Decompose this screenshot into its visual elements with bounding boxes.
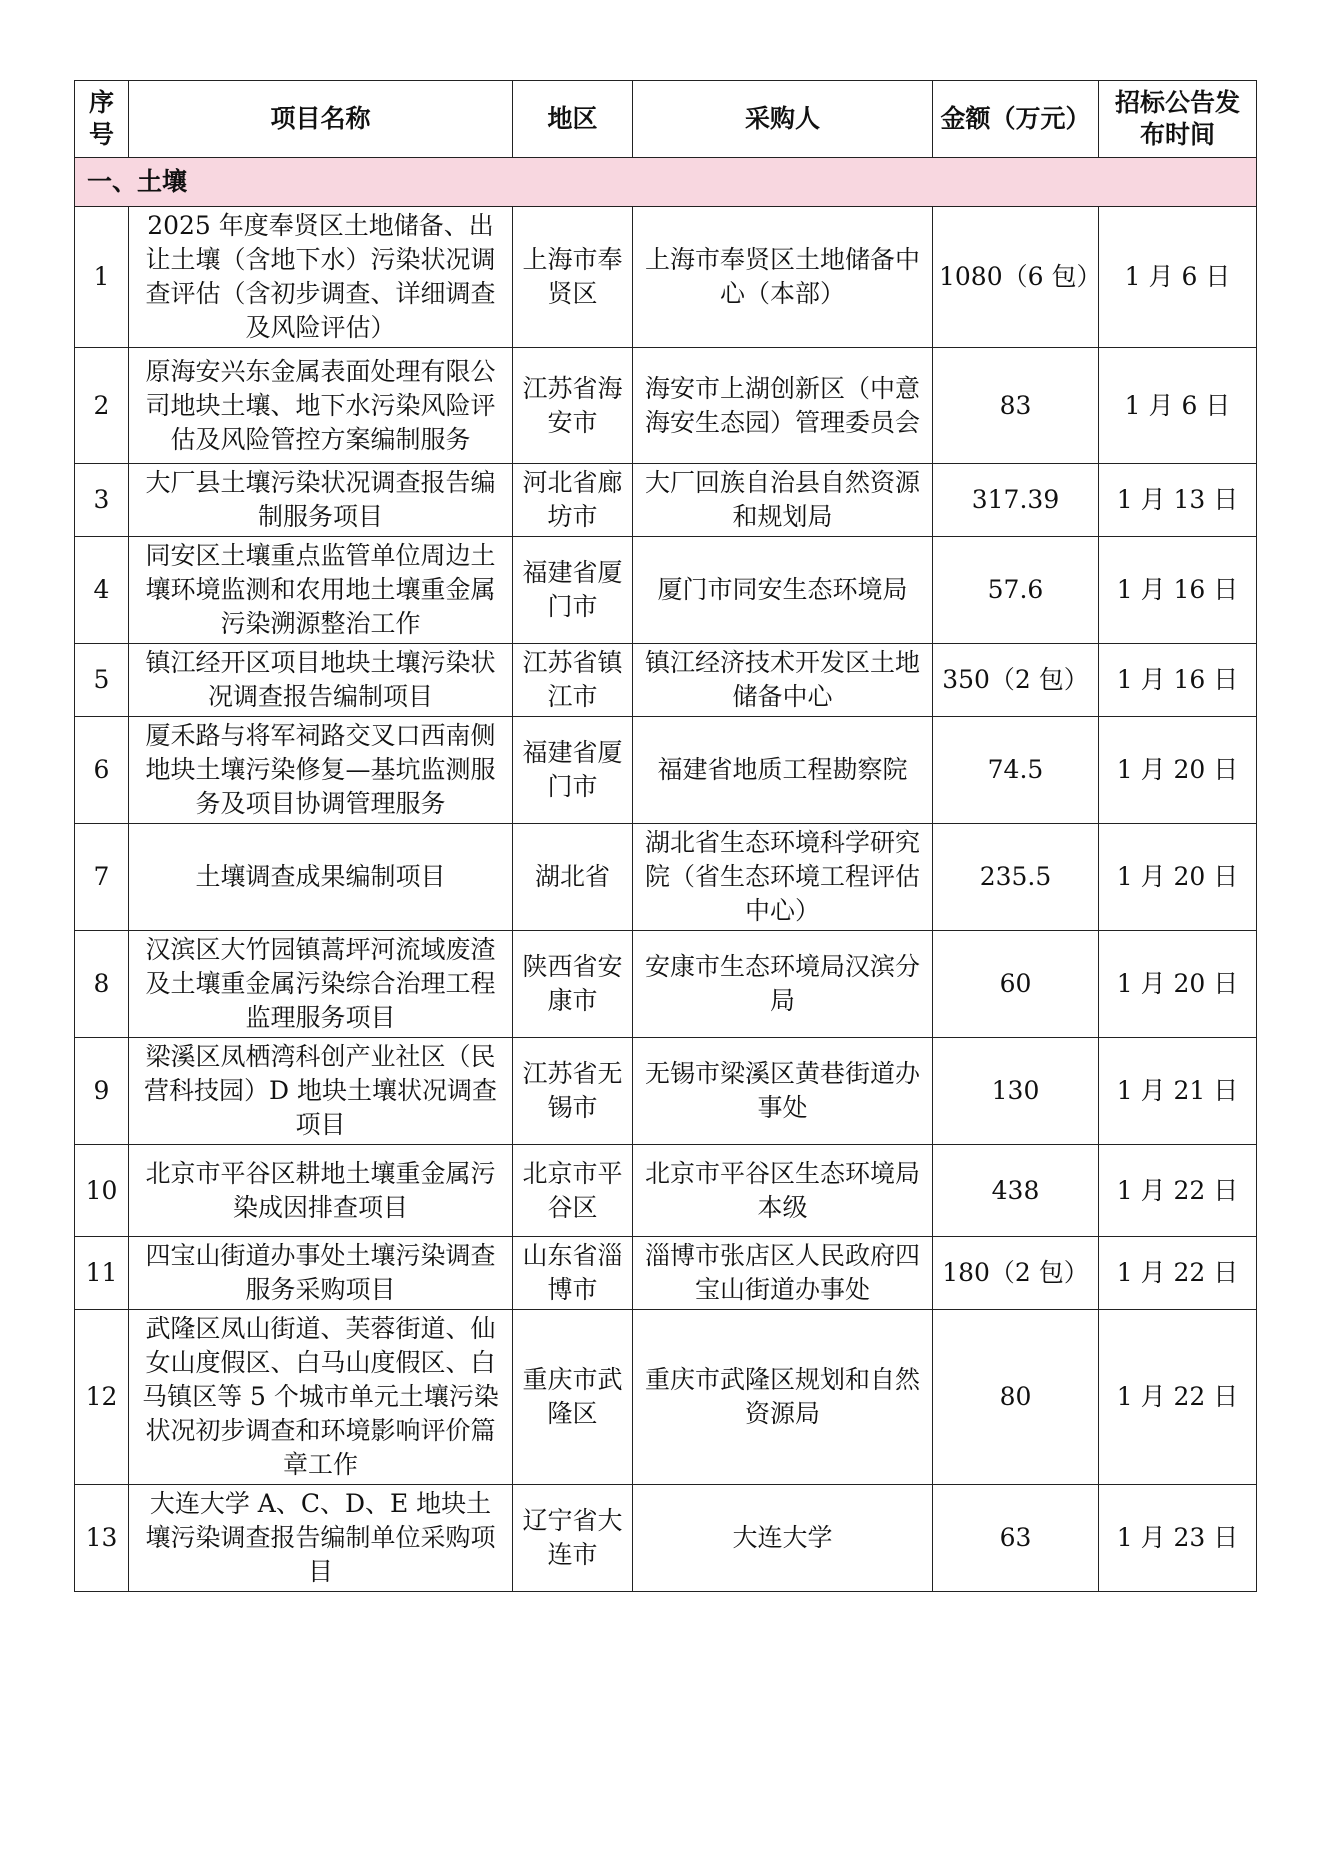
region: 湖北省 xyxy=(513,824,633,931)
project-name: 汉滨区大竹园镇蒿坪河流域废渣及土壤重金属污染综合治理工程监理服务项目 xyxy=(129,931,513,1038)
table-row xyxy=(75,348,1257,464)
row-number: 7 xyxy=(75,824,129,931)
project-name: 大厂县土壤污染状况调查报告编制服务项目 xyxy=(129,464,513,537)
announce-date: 1 月 20 日 xyxy=(1099,717,1257,824)
header-no: 序号 xyxy=(75,81,129,158)
region: 辽宁省大连市 xyxy=(513,1485,633,1592)
region: 北京市平谷区 xyxy=(513,1145,633,1237)
buyer: 镇江经济技术开发区土地储备中心 xyxy=(633,644,933,717)
project-name: 梁溪区凤栖湾科创产业社区（民营科技园）D 地块土壤状况调查项目 xyxy=(129,1038,513,1145)
row-number: 6 xyxy=(75,717,129,824)
buyer: 重庆市武隆区规划和自然资源局 xyxy=(633,1310,933,1485)
announce-date: 1 月 16 日 xyxy=(1099,537,1257,644)
buyer: 安康市生态环境局汉滨分局 xyxy=(633,931,933,1038)
table-row xyxy=(75,1038,1257,1145)
buyer: 上海市奉贤区土地储备中心（本部） xyxy=(633,207,933,348)
table-row xyxy=(75,824,1257,931)
announce-date: 1 月 6 日 xyxy=(1099,348,1257,464)
announce-date: 1 月 22 日 xyxy=(1099,1145,1257,1237)
project-name: 厦禾路与将军祠路交叉口西南侧地块土壤污染修复—基坑监测服务及项目协调管理服务 xyxy=(129,717,513,824)
buyer: 淄博市张店区人民政府四宝山街道办事处 xyxy=(633,1237,933,1310)
header-date: 招标公告发布时间 xyxy=(1099,81,1257,158)
amount: 74.5 xyxy=(933,717,1099,824)
row-number: 13 xyxy=(75,1485,129,1592)
row-number: 11 xyxy=(75,1237,129,1310)
table-row xyxy=(75,537,1257,644)
region: 河北省廊坊市 xyxy=(513,464,633,537)
amount: 438 xyxy=(933,1145,1099,1237)
row-number: 1 xyxy=(75,207,129,348)
announce-date: 1 月 20 日 xyxy=(1099,824,1257,931)
header-buyer: 采购人 xyxy=(633,81,933,158)
project-name: 北京市平谷区耕地土壤重金属污染成因排查项目 xyxy=(129,1145,513,1237)
buyer: 大厂回族自治县自然资源和规划局 xyxy=(633,464,933,537)
row-number: 5 xyxy=(75,644,129,717)
amount: 80 xyxy=(933,1310,1099,1485)
region: 重庆市武隆区 xyxy=(513,1310,633,1485)
region: 福建省厦门市 xyxy=(513,537,633,644)
region: 江苏省海安市 xyxy=(513,348,633,464)
header-project-name: 项目名称 xyxy=(129,81,513,158)
procurement-table-container xyxy=(74,80,1256,1592)
region: 山东省淄博市 xyxy=(513,1237,633,1310)
buyer: 福建省地质工程勘察院 xyxy=(633,717,933,824)
announce-date: 1 月 20 日 xyxy=(1099,931,1257,1038)
announce-date: 1 月 22 日 xyxy=(1099,1310,1257,1485)
table-row xyxy=(75,1237,1257,1310)
amount: 350（2 包） xyxy=(933,644,1099,717)
table-row xyxy=(75,717,1257,824)
buyer: 湖北省生态环境科学研究院（省生态环境工程评估中心） xyxy=(633,824,933,931)
project-name: 2025 年度奉贤区土地储备、出让土壤（含地下水）污染状况调查评估（含初步调查、详细调查及风险评估） xyxy=(129,207,513,348)
buyer: 海安市上湖创新区（中意海安生态园）管理委员会 xyxy=(633,348,933,464)
amount: 57.6 xyxy=(933,537,1099,644)
buyer: 北京市平谷区生态环境局本级 xyxy=(633,1145,933,1237)
table-row xyxy=(75,464,1257,537)
procurement-table xyxy=(74,80,1257,1592)
announce-date: 1 月 13 日 xyxy=(1099,464,1257,537)
buyer: 厦门市同安生态环境局 xyxy=(633,537,933,644)
project-name: 土壤调查成果编制项目 xyxy=(129,824,513,931)
row-number: 9 xyxy=(75,1038,129,1145)
row-number: 12 xyxy=(75,1310,129,1485)
amount: 83 xyxy=(933,348,1099,464)
project-name: 原海安兴东金属表面处理有限公司地块土壤、地下水污染风险评估及风险管控方案编制服务 xyxy=(129,348,513,464)
table-row xyxy=(75,1485,1257,1592)
amount: 317.39 xyxy=(933,464,1099,537)
row-number: 4 xyxy=(75,537,129,644)
table-row xyxy=(75,931,1257,1038)
amount: 60 xyxy=(933,931,1099,1038)
region: 上海市奉贤区 xyxy=(513,207,633,348)
table-row xyxy=(75,207,1257,348)
buyer: 无锡市梁溪区黄巷街道办事处 xyxy=(633,1038,933,1145)
section-title: 一、土壤 xyxy=(75,158,1257,207)
project-name: 大连大学 A、C、D、E 地块土壤污染调查报告编制单位采购项目 xyxy=(129,1485,513,1592)
amount: 63 xyxy=(933,1485,1099,1592)
amount: 1080（6 包） xyxy=(933,207,1099,348)
section-row xyxy=(75,158,1257,207)
project-name: 武隆区凤山街道、芙蓉街道、仙女山度假区、白马山度假区、白马镇区等 5 个城市单元土壤污染状况初步调查和环境影响评价篇章工作 xyxy=(129,1310,513,1485)
table-row xyxy=(75,1145,1257,1237)
announce-date: 1 月 16 日 xyxy=(1099,644,1257,717)
header-amount: 金额（万元） xyxy=(933,81,1099,158)
table-header-row xyxy=(75,81,1257,158)
amount: 235.5 xyxy=(933,824,1099,931)
project-name: 镇江经开区项目地块土壤污染状况调查报告编制项目 xyxy=(129,644,513,717)
amount: 130 xyxy=(933,1038,1099,1145)
row-number: 8 xyxy=(75,931,129,1038)
table-row xyxy=(75,644,1257,717)
project-name: 四宝山街道办事处土壤污染调查服务采购项目 xyxy=(129,1237,513,1310)
buyer: 大连大学 xyxy=(633,1485,933,1592)
announce-date: 1 月 22 日 xyxy=(1099,1237,1257,1310)
row-number: 3 xyxy=(75,464,129,537)
row-number: 10 xyxy=(75,1145,129,1237)
announce-date: 1 月 23 日 xyxy=(1099,1485,1257,1592)
announce-date: 1 月 6 日 xyxy=(1099,207,1257,348)
region: 福建省厦门市 xyxy=(513,717,633,824)
row-number: 2 xyxy=(75,348,129,464)
header-region: 地区 xyxy=(513,81,633,158)
project-name: 同安区土壤重点监管单位周边土壤环境监测和农用地土壤重金属污染溯源整治工作 xyxy=(129,537,513,644)
announce-date: 1 月 21 日 xyxy=(1099,1038,1257,1145)
table-row xyxy=(75,1310,1257,1485)
region: 江苏省无锡市 xyxy=(513,1038,633,1145)
region: 陕西省安康市 xyxy=(513,931,633,1038)
amount: 180（2 包） xyxy=(933,1237,1099,1310)
region: 江苏省镇江市 xyxy=(513,644,633,717)
